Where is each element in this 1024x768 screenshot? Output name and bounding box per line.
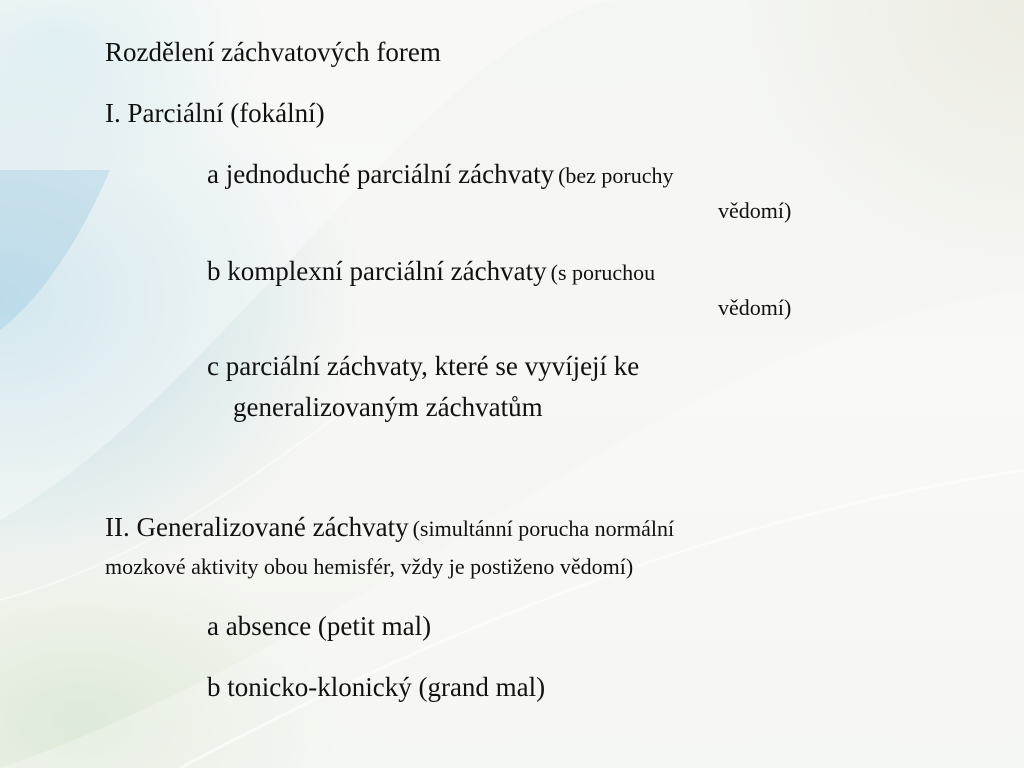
section1-heading	[105, 99, 325, 129]
list-item	[207, 257, 655, 287]
list-item	[207, 612, 431, 642]
slide-title	[105, 38, 441, 68]
list-item	[207, 673, 545, 703]
section2-note-continued	[105, 555, 633, 579]
section2-note: (simultánní porucha normální	[412, 516, 675, 541]
section2-heading-text: II. Generalizované záchvaty	[105, 512, 409, 542]
list-item-note-cont: vědomí)	[718, 295, 792, 320]
list-item-continued	[233, 393, 543, 423]
list-item-main-cont: generalizovaným záchvatům	[233, 392, 543, 422]
list-item-main: a jednoduché parciální záchvaty	[207, 159, 555, 189]
section1-heading-text: I. Parciální (fokální)	[105, 98, 325, 128]
list-item	[207, 352, 639, 382]
section2-note-cont: mozkové aktivity obou hemisfér, vždy je postiženo vědomí)	[105, 554, 634, 579]
list-item-main: a absence (petit mal)	[207, 611, 432, 641]
list-item-note: (s poruchou	[550, 260, 656, 285]
section2-heading	[105, 513, 674, 543]
list-item-main: b komplexní parciální záchvaty	[207, 256, 547, 286]
list-item-main: c parciální záchvaty, které se vyvíjejí ke	[207, 351, 640, 381]
list-item	[207, 160, 674, 190]
list-item-note-cont: vědomí)	[718, 198, 792, 223]
list-item-note: (bez poruchy	[558, 163, 674, 188]
list-item-note-continued	[718, 296, 791, 320]
list-item-note-continued	[718, 199, 791, 223]
slide-title-text: Rozdělení záchvatových forem	[105, 37, 441, 67]
list-item-main: b tonicko-klonický (grand mal)	[207, 672, 546, 702]
